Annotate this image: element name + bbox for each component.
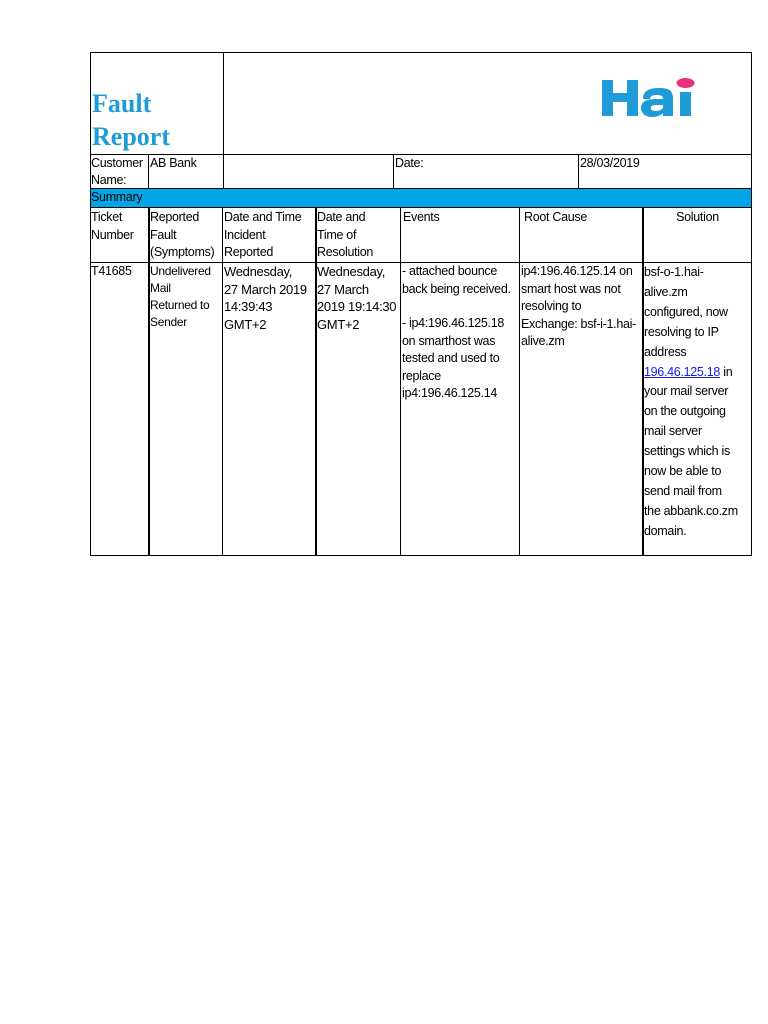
cell-resolution [317, 263, 400, 343]
events-line: - attached bounce [402, 264, 497, 278]
solution-line: settings which is [644, 444, 730, 459]
customer-name-label [91, 155, 149, 189]
reported-line: Wednesday, [224, 264, 293, 279]
solution-line: address [644, 344, 687, 359]
header-resolution-line: Date and [317, 210, 366, 224]
solution-line: bsf-o-1.hai- [644, 265, 704, 279]
header-solution-line: Solution [676, 210, 719, 224]
cell-incident-reported [224, 263, 315, 343]
page-title [92, 87, 222, 157]
cell-reported-fault [150, 263, 222, 343]
info-div-2 [393, 154, 394, 189]
title-line-1: Fault [92, 89, 152, 118]
header-reported-fault [150, 209, 222, 261]
solution-line: send mail from [644, 483, 722, 498]
header-fault-line: (Symptoms) [150, 245, 215, 259]
header-root-cause [524, 209, 642, 261]
header-events [403, 209, 518, 261]
root-cause-line: resolving to [521, 299, 582, 313]
ip-address-link[interactable]: 196.46.125.18 [644, 364, 721, 379]
fault-line: Sender [150, 315, 187, 329]
reported-line: 27 March 2019 [224, 281, 307, 297]
events-line: replace [402, 368, 441, 383]
header-resolution-line: Time of [317, 227, 357, 242]
header-root-cause-line: Root Cause [524, 210, 588, 224]
header-fault-line: Reported [150, 210, 200, 224]
summary-label: Summary [91, 190, 143, 204]
header-ticket-number [91, 209, 148, 261]
solution-line: domain. [644, 523, 687, 538]
events-line: back being received. [402, 281, 511, 296]
title-line-2: Report [92, 122, 170, 151]
cell-root-cause [521, 263, 642, 363]
fault-report-sheet [90, 52, 752, 556]
resolution-line: 2019 19:14:30 [317, 299, 397, 314]
border-bottom [90, 555, 752, 556]
header-resolution-line: Resolution [317, 245, 374, 259]
solution-line: on the outgoing [644, 404, 726, 419]
customer-label-line-1: Customer [91, 156, 143, 170]
events-line: - ip4:196.46.125.18 [402, 316, 505, 330]
resolution-line: Wednesday, [317, 264, 386, 279]
cell-ticket-number [91, 263, 148, 323]
date-label: Date: [395, 156, 424, 170]
customer-name-value: AB Bank [150, 156, 197, 170]
header-solution [644, 209, 751, 261]
root-cause-line: smart host was not [521, 281, 621, 296]
border-right [751, 52, 752, 556]
root-cause-line: alive.zm [521, 334, 565, 348]
resolution-line: GMT+2 [317, 316, 360, 332]
events-line: tested and used to [402, 351, 500, 365]
date-value: 28/03/2019 [580, 156, 640, 170]
cell-events [402, 263, 519, 413]
header-reported-line: Reported [224, 245, 274, 259]
summary-bar [91, 189, 751, 208]
header-ticket-line: Ticket [91, 210, 123, 224]
events-spacer [402, 298, 519, 315]
root-cause-line: Exchange: bsf-i-1.hai- [521, 316, 636, 331]
reported-line: GMT+2 [224, 316, 267, 332]
solution-link-suffix: in [720, 364, 733, 379]
col-div-4 [400, 208, 401, 556]
events-line: on smarthost was [402, 333, 496, 348]
customer-label-line-2: Name: [91, 172, 127, 187]
col-div-2 [222, 208, 223, 556]
solution-line: your mail server [644, 384, 729, 399]
header-fault-line: Fault [150, 227, 177, 242]
header-incident-reported [224, 209, 315, 261]
header-events-line: Events [403, 210, 440, 224]
solution-line: resolving to IP [644, 324, 719, 339]
solution-link-line [644, 363, 751, 383]
header-reported-line: Incident [224, 227, 266, 242]
events-line: ip4:196.46.125.14 [402, 386, 497, 400]
header-reported-line: Date and Time [224, 210, 302, 224]
hai-logo [600, 74, 710, 122]
root-cause-line: ip4:196.46.125.14 on [521, 264, 633, 278]
cell-solution [644, 263, 751, 553]
fault-line: Undelivered [150, 264, 211, 278]
fault-line: Returned to [150, 298, 210, 312]
solution-line: now be able to [644, 464, 722, 479]
header-resolution [317, 209, 400, 261]
border-top [90, 52, 752, 53]
fault-line: Mail [150, 281, 171, 295]
solution-line: mail server [644, 424, 702, 439]
solution-line: configured, now [644, 304, 728, 319]
reported-line: 14:39:43 [224, 299, 273, 314]
solution-line: the abbank.co.zm [644, 503, 738, 518]
header-ticket-line: Number [91, 227, 134, 242]
solution-line: alive.zm [644, 284, 688, 299]
info-div-3 [578, 154, 579, 189]
col-div-5 [519, 208, 520, 556]
ticket-line: T41685 [91, 264, 132, 278]
resolution-line: 27 March [317, 281, 369, 297]
